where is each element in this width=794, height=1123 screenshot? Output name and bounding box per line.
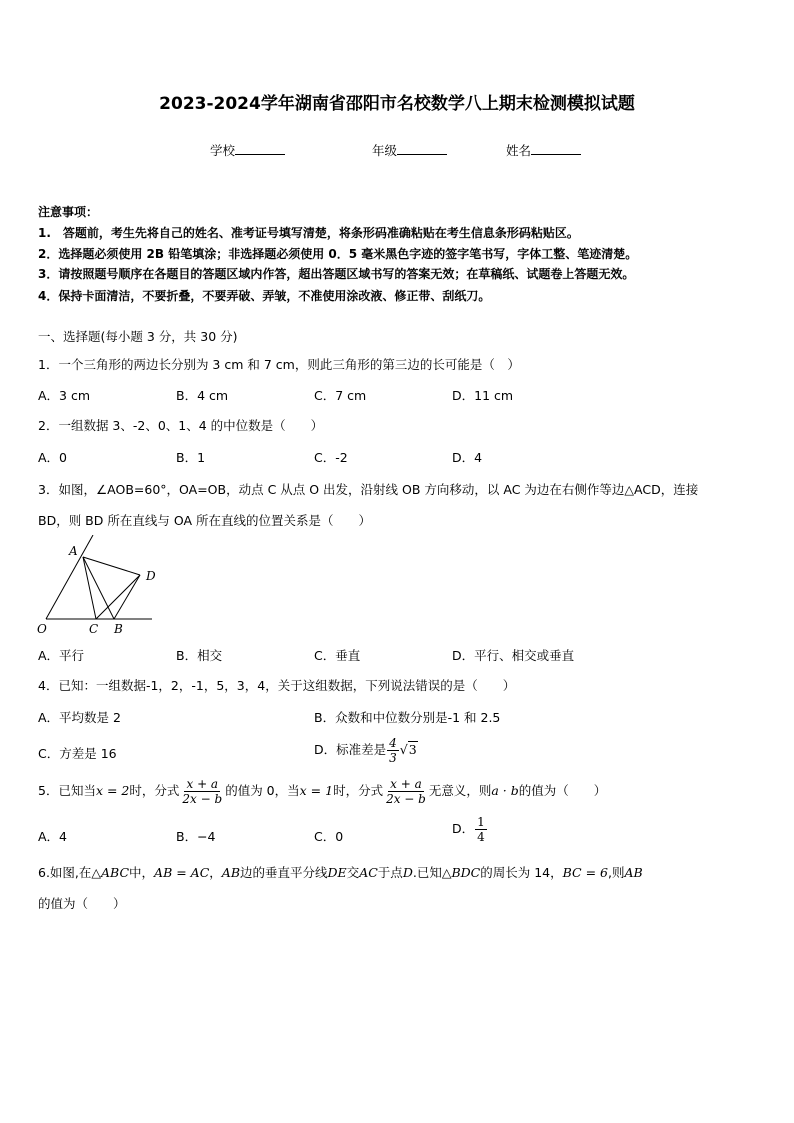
grade-field[interactable] bbox=[372, 141, 447, 159]
notes-heading: 注意事项： bbox=[38, 205, 99, 219]
fraction: $\frac{x + a}{2x - b}$ bbox=[182, 777, 223, 806]
fraction: $\frac{1}{4}$ bbox=[477, 815, 485, 844]
label-d: D bbox=[146, 569, 156, 583]
page-title: 2023-2024学年湖南省邵阳市名校数学八上期末检测模拟试题 bbox=[159, 94, 635, 114]
q3-option-a[interactable]: A．平行 bbox=[38, 648, 85, 663]
q1-option-c[interactable]: C．7 cm bbox=[314, 388, 367, 403]
q5-option-d-prefix: D． bbox=[452, 821, 475, 836]
q1-option-d[interactable]: D．11 cm bbox=[452, 388, 514, 403]
q5-option-b[interactable]: B．−4 bbox=[176, 829, 216, 844]
name-field[interactable] bbox=[506, 141, 581, 159]
segment-ab bbox=[83, 557, 114, 619]
q3-option-c[interactable]: C．垂直 bbox=[314, 648, 361, 663]
q1-option-b[interactable]: B．4 cm bbox=[176, 388, 229, 403]
q3-option-d[interactable]: D．平行、相交或垂直 bbox=[452, 648, 575, 663]
note-item: 1. 答题前，考生先将自己的姓名、准考证号填写清楚，将条形码准确粘贴在考生信息条形码粘贴区。 bbox=[38, 226, 579, 240]
segment-ac bbox=[83, 557, 96, 619]
q4-option-b[interactable]: B．众数和中位数分别是-1 和 2.5 bbox=[314, 710, 501, 725]
q1-option-a[interactable]: A．3 cm bbox=[38, 388, 91, 403]
grade-label: 年级 bbox=[372, 143, 398, 158]
q2-option-a[interactable]: A．0 bbox=[38, 450, 68, 465]
question-3-stem-line1: 3．如图，∠AOB=60°，OA=OB，动点 C 从点 O 出发，沿射线 OB 方向移动，以 AC 为边在右侧作等边△ACD，连接 bbox=[38, 482, 699, 497]
q3-figure bbox=[30, 535, 170, 637]
question-1-stem: 1．一个三角形的两边长分别为 3 cm 和 7 cm，则此三角形的第三边的长可能是（ ） bbox=[38, 357, 520, 372]
note-item: 4．保持卡面清洁，不要折叠，不要弄破、弄皱，不准使用涂改液、修正带、刮纸刀。 bbox=[38, 289, 491, 303]
section-heading: 一、选择题(每小题 3 分，共 30 分) bbox=[38, 329, 238, 344]
q5-option-d[interactable] bbox=[452, 815, 488, 844]
school-blank[interactable] bbox=[235, 141, 285, 155]
sqrt-radicand: 3 bbox=[408, 742, 417, 757]
label-c: C bbox=[89, 622, 99, 636]
fraction: $\frac{x + a}{2x - b}$ bbox=[386, 777, 426, 806]
question-6-stem-line1: 6.如图,在△ABC中，AB = AC，AB边的垂直平分线DE交AC于点D.已知△BDC的周长为 14，BC = 6,则AB bbox=[38, 865, 643, 880]
q5-option-a[interactable]: A．4 bbox=[38, 829, 68, 844]
question-3-stem-line2: BD，则 BD 所在直线与 OA 所在直线的位置关系是（ ） bbox=[38, 513, 371, 528]
q5-option-c[interactable]: C．0 bbox=[314, 829, 344, 844]
q4-option-c[interactable]: C．方差是 16 bbox=[38, 746, 117, 761]
q4-option-d-prefix: D．标准差是 bbox=[314, 742, 387, 757]
note-item: 3．请按照题号顺序在各题目的答题区域内作答，超出答题区域书写的答案无效；在草稿纸、试题卷上答题无效。 bbox=[38, 267, 635, 281]
question-6-stem-line2: 的值为（ ） bbox=[38, 896, 126, 911]
note-item: 2．选择题必须使用 2B 铅笔填涂；非选择题必须使用 0．5 毫米黑色字迹的签字笔书写，字体工整、笔迹清楚。 bbox=[38, 247, 638, 261]
q4-option-d[interactable]: D．标准差是 $\frac{4}{3}$ √3 bbox=[314, 736, 417, 765]
name-blank[interactable] bbox=[531, 141, 581, 155]
label-a: A bbox=[69, 544, 78, 558]
grade-blank[interactable] bbox=[397, 141, 447, 155]
q2-option-d[interactable]: D．4 bbox=[452, 450, 483, 465]
fraction: $\frac{4}{3}$ bbox=[389, 736, 397, 765]
q3-option-b[interactable]: B．相交 bbox=[176, 648, 223, 663]
question-5-stem: 5．已知当x = 2时，分式 $\frac{x + a}{2x - b}$ 的值为 0，当x = 1时，分式 $\frac{x + a}{2x - b}$ 无意义，则a · b的值为（ ） bbox=[38, 777, 607, 806]
question-4-stem: 4．已知：一组数据-1，2，-1，5，3，4，关于这组数据，下列说法错误的是（ ） bbox=[38, 678, 516, 693]
school-field[interactable] bbox=[210, 141, 285, 159]
q4-option-a[interactable]: A．平均数是 2 bbox=[38, 710, 121, 725]
question-2-stem: 2．一组数据 3、-2、0、1、4 的中位数是（ ） bbox=[38, 418, 324, 433]
school-label: 学校 bbox=[210, 143, 236, 158]
q2-option-b[interactable]: B．1 bbox=[176, 450, 206, 465]
q2-option-c[interactable]: C．-2 bbox=[314, 450, 348, 465]
label-b: B bbox=[114, 622, 123, 636]
name-label: 姓名 bbox=[506, 143, 532, 158]
label-o: O bbox=[37, 622, 47, 636]
segment-ad bbox=[83, 557, 140, 575]
